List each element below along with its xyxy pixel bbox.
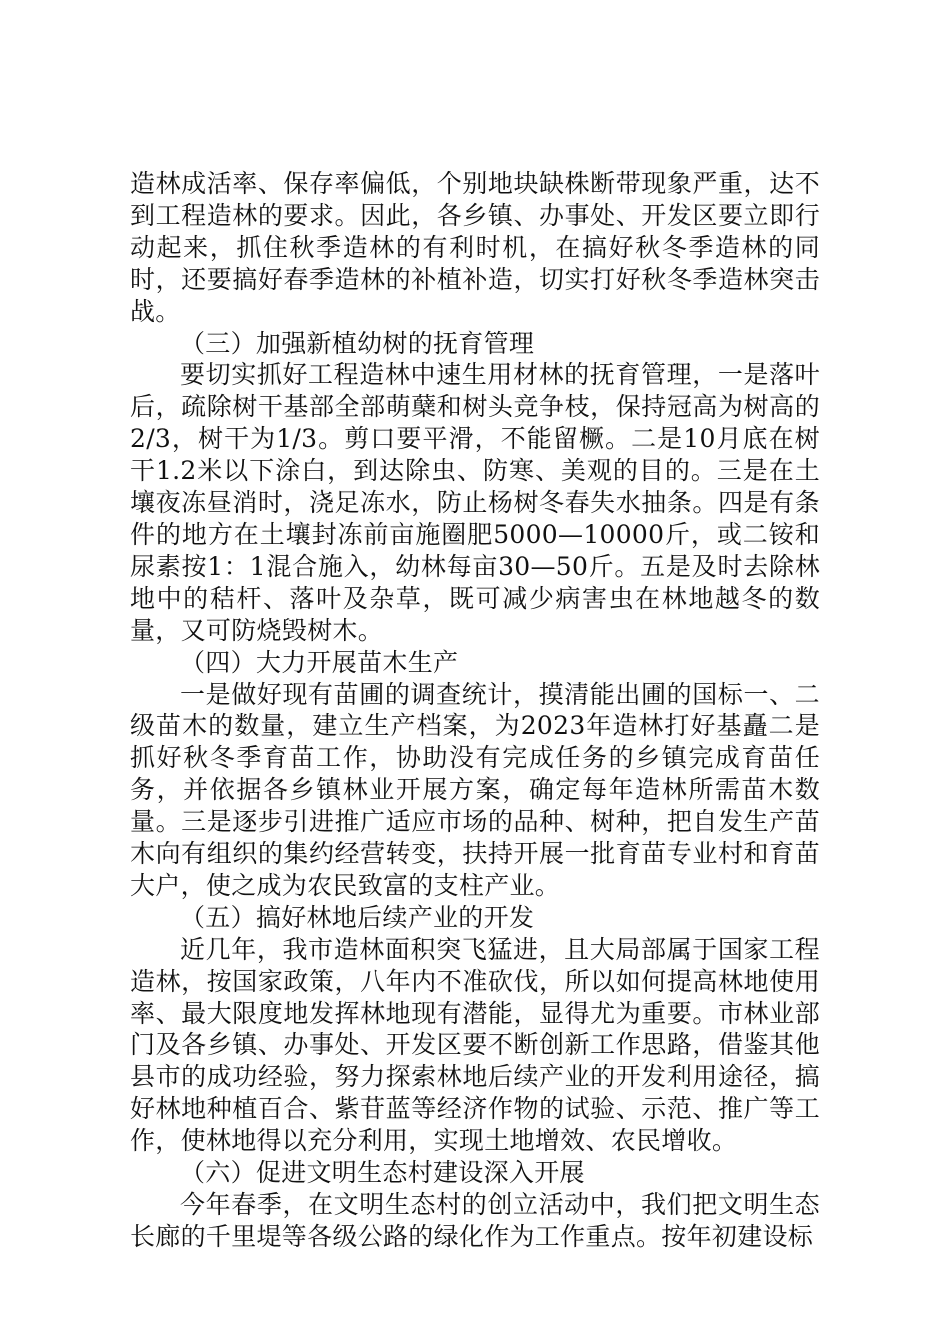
- section-heading-4: （四）大力开展苗木生产: [180, 647, 459, 677]
- section-heading-5: （五）搞好林地后续产业的开发: [180, 902, 535, 932]
- document-body: [130, 168, 820, 1253]
- paragraph-follow-up-industry: 近几年，我市造林面积突飞猛进，且大局部属于国家工程造林，按国家政策，八年内不准砍伐，所以如何提高林地使用率、最大限度地发挥林地现有潜能，显得尤为重要。市林业部门及各乡镇、办事处、开发区要不断创新工作思路，借鉴其他县市的成功经验，努力探索林地后续产业的开发利用途径，搞好林地种植百合、紫苷蓝等经济作物的试验、示范、推广等工作，使林地得以充分利用，实现土地增效、农民增收。: [130, 934, 820, 1156]
- paragraph-continued: 造林成活率、保存率偏低，个别地块缺株断带现象严重，达不到工程造林的要求。因此，各乡镇、办事处、开发区要立即行动起来，抓住秋季造林的有利时机，在搞好秋冬季造林的同时，还要搞好春季造林的补植补造，切实打好秋冬季造林突击战。: [130, 169, 820, 326]
- paragraph-tending-management: 要切实抓好工程造林中速生用材林的抚育管理，一是落叶后，疏除树干基部全部萌蘖和树头竞争枝，保持冠高为树高的2/3，树干为1/3。剪口要平滑，不能留橛。二是10月底在树干1.2米以下涂白，到达除虫、防寒、美观的目的。三是在土壤夜冻昼消时，浇足冻水，防止杨树冬春失水抽条。四是有条件的地方在土壤封冻前亩施圈肥5000—10000斤，或二铵和尿素按1：1混合施入，幼林每亩30—50斤。五是及时去除林地中的秸杆、落叶及杂草，既可减少病害虫在林地越冬的数量，又可防烧毁树木。: [130, 360, 820, 645]
- paragraph-eco-village: 今年春季，在文明生态村的创立活动中，我们把文明生态长廊的千里堤等各级公路的绿化作为工作重点。按年初建设标: [130, 1190, 820, 1251]
- paragraph-seedling-production: 一是做好现有苗圃的调查统计，摸清能出圃的国标一、二级苗木的数量，建立生产档案，为2023年造林打好基矗二是抓好秋冬季育苗工作，协助没有完成任务的乡镇完成育苗任务，并依据各乡镇林业开展方案，确定每年造林所需苗木数量。三是逐步引进推广适应市场的品种、树种，把自发生产苗木向有组织的集约经营转变，扶持开展一批育苗专业村和育苗大户，使之成为农民致富的支柱产业。: [130, 679, 820, 900]
- section-heading-6: （六）促进文明生态村建设深入开展: [180, 1158, 585, 1188]
- section-heading-3: （三）加强新植幼树的抚育管理: [180, 328, 535, 358]
